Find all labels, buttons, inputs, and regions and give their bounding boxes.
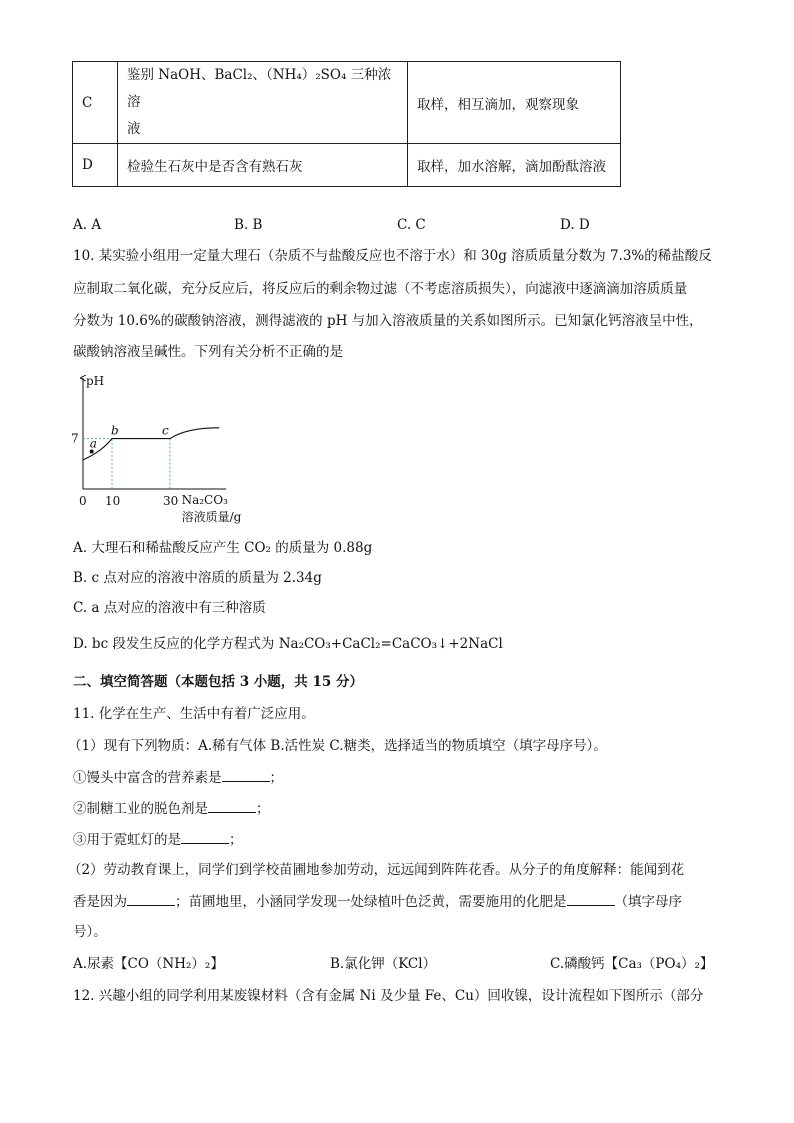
q11-part2-text: 香是因为 — [73, 894, 127, 910]
q10-option-c: C. a 点对应的溶液中有三种溶质 — [73, 600, 266, 616]
row-letter: C — [73, 62, 118, 144]
q9-option-d: D. D — [560, 217, 590, 233]
q11-part2-line — [73, 891, 682, 912]
ph-series-line — [83, 428, 219, 460]
q9-option-a: A. A — [73, 217, 102, 233]
row-letter: D — [73, 144, 118, 187]
answer-blank[interactable] — [181, 829, 229, 844]
point-label: b — [111, 423, 119, 438]
q9-option-c: C. C — [397, 217, 426, 233]
q12-stem: 12. 兴趣小组的同学利用某废镍材料（含有金属 Ni 及少量 Fe、Cu）回收镍，设计流程如下图所示（部分 — [73, 988, 704, 1004]
section-title: 二、填空简答题（本题包括 3 小题，共 15 分） — [73, 674, 363, 690]
point-label: c — [162, 423, 169, 438]
q10-option-b: B. c 点对应的溶液中溶质的质量为 2.34g — [73, 570, 322, 586]
q11-item — [73, 767, 283, 788]
q10-stem-line: 分数为 10.6%的碳酸钠溶液，测得滤液的 pH 与加入溶液质量的关系如图所示。已知氯化钙溶液呈中性， — [73, 313, 703, 329]
options-table — [72, 61, 621, 187]
fert-option-a: A.尿素【CO（NH₂）₂】 — [73, 956, 224, 972]
q11-item — [73, 829, 243, 850]
point-label: a — [89, 436, 97, 451]
answer-blank[interactable] — [222, 767, 270, 782]
row-item-line: 鉴别 NaOH、BaCl₂、（NH₄）₂SO₄ 三种浓溶 — [127, 67, 392, 110]
q11-stem: 11. 化学在生产、生活中有着广泛应用。 — [73, 706, 315, 722]
q11-item — [73, 798, 270, 819]
q10-option-d: D. bc 段发生反应的化学方程式为 Na₂CO₃+CaCl₂=CaCO₃↓+2NaCl — [73, 636, 503, 652]
q11-part2-line: 号）。 — [73, 924, 107, 940]
row-method: 取样，相互滴加，观察现象 — [408, 62, 621, 144]
q11-item-end: ； — [256, 801, 270, 817]
fert-option-b: B.氯化钾（KCl） — [330, 956, 437, 972]
fert-option-c: C.磷酸钙【Ca₃（PO₄）₂】 — [550, 956, 714, 972]
q9-option-b: B. B — [234, 217, 263, 233]
q11-item-end: ； — [229, 832, 243, 848]
q11-part1: （1）现有下列物质：A.稀有气体 B.活性炭 C.糖类，选择适当的物质填空（填字母序号）。 — [68, 738, 607, 754]
q11-part2-text: ；苗圃地里，小涵同学发现一处绿植叶色泛黄，需要施用的化肥是 — [175, 894, 567, 910]
answer-blank[interactable] — [127, 891, 175, 906]
y-tick-label: 7 — [71, 431, 79, 446]
q10-option-a: A. 大理石和稀盐酸反应产生 CO₂ 的质量为 0.88g — [73, 540, 373, 556]
x-tick-label: 10 — [105, 494, 121, 508]
q11-item-end: ； — [269, 770, 283, 786]
answer-blank[interactable] — [208, 798, 256, 813]
answer-blank[interactable] — [567, 891, 615, 906]
q10-stem-line: 碳酸钠溶液呈碱性。下列有关分析不正确的是 — [73, 344, 343, 360]
table-row — [73, 144, 621, 187]
q11-item-text: ①馒头中富含的营养素是 — [73, 770, 222, 786]
table-row — [73, 62, 621, 144]
row-item — [118, 62, 408, 144]
row-method: 取样，加水溶解，滴加酚酞溶液 — [408, 144, 621, 187]
x-tick-label: 30 — [163, 494, 179, 508]
q11-item-text: ②制糖工业的脱色剂是 — [73, 801, 208, 817]
y-axis-label: pH — [86, 374, 105, 388]
x-axis-label: Na₂CO₃ — [181, 493, 228, 507]
q11-part2-line: （2）劳动教育课上，同学们到学校苗圃地参加劳动，远远闻到阵阵花香。从分子的角度解释：能闻到花 — [68, 862, 685, 878]
q10-stem-line: 10. 某实验小组用一定量大理石（杂质不与盐酸反应也不溶于水）和 30g 溶质质量分数为 7.3%的稀盐酸反 — [73, 248, 712, 264]
row-item: 检验生石灰中是否含有熟石灰 — [118, 144, 408, 187]
ph-chart — [66, 372, 266, 527]
x-axis-label: 溶液质量/g — [181, 510, 242, 524]
q11-part2-text: （填字母序 — [614, 894, 682, 910]
row-item-line: 液 — [127, 121, 141, 137]
x-tick-label: 0 — [79, 494, 87, 508]
q11-item-text: ③用于霓虹灯的是 — [73, 832, 181, 848]
q10-stem-line: 应制取二氧化碳，充分反应后，将反应后的剩余物过滤（不考虑溶质损失），向滤液中逐滴滴加溶质质量 — [73, 281, 688, 297]
